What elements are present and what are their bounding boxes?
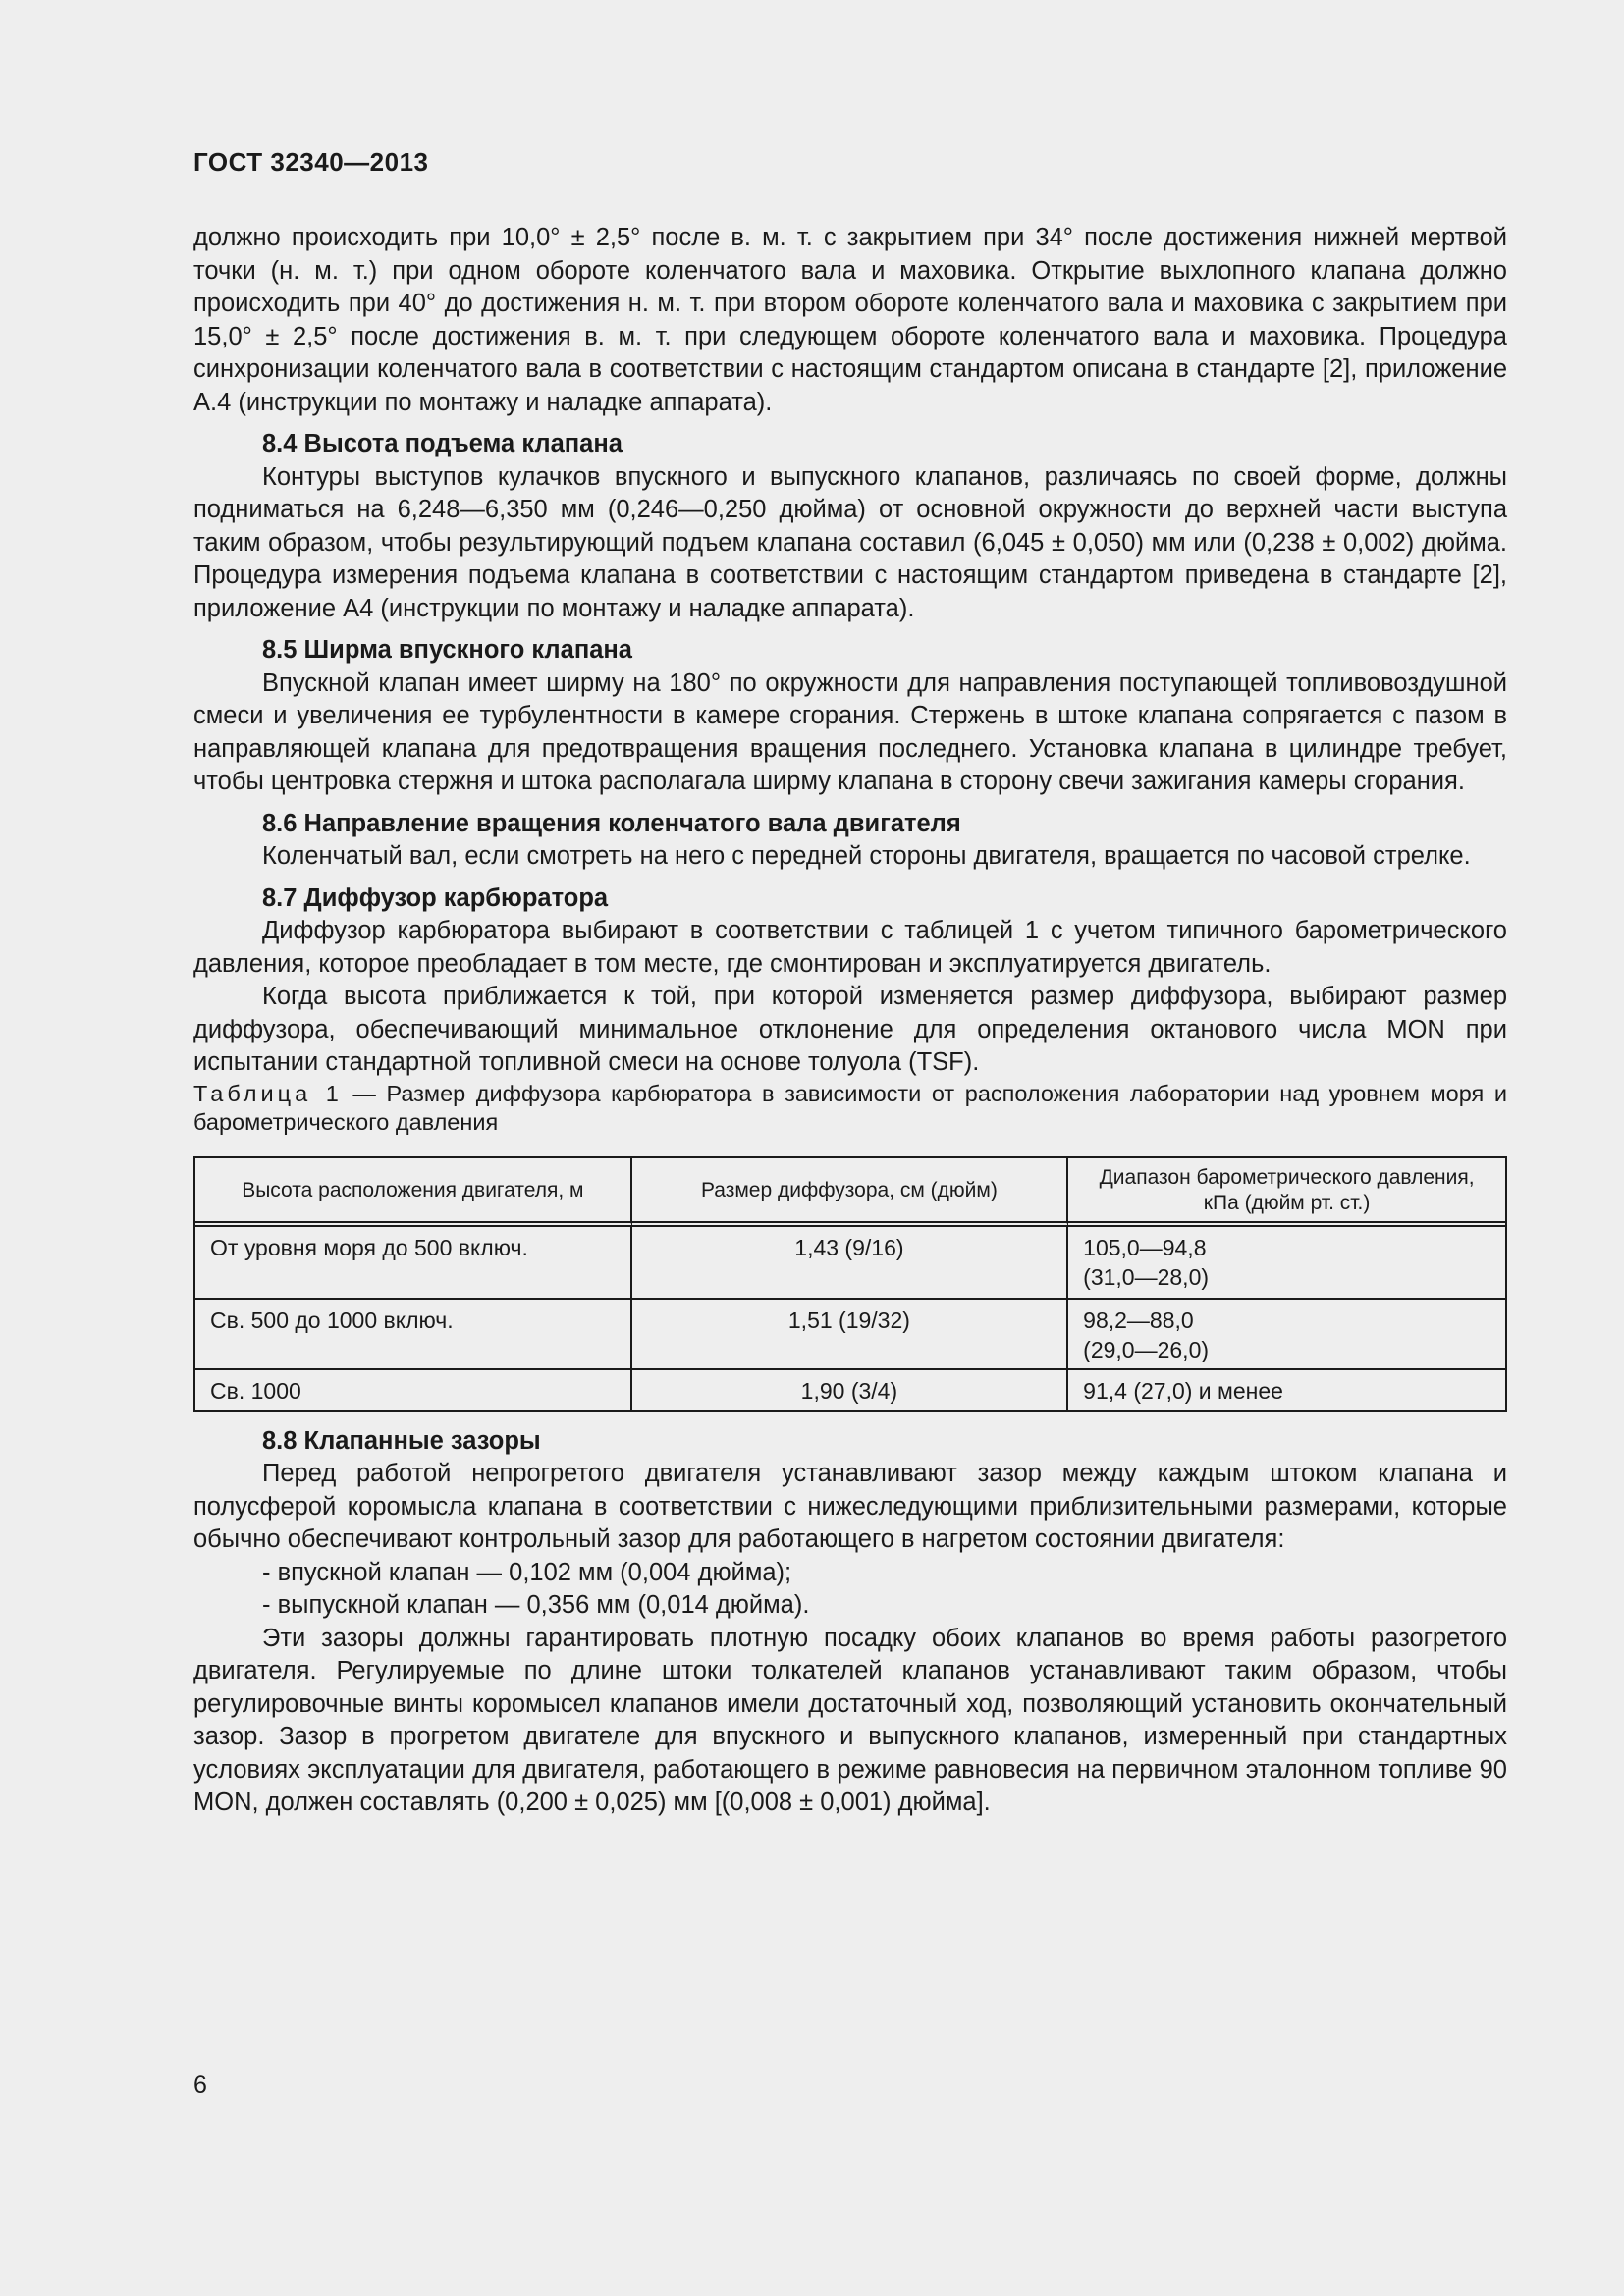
table-cell-altitude: От уровня моря до 500 включ. [195, 1227, 632, 1300]
section-8-8-heading: 8.8 Клапанные зазоры [262, 1426, 541, 1455]
table-row [195, 1370, 1505, 1410]
page-number: 6 [193, 2071, 207, 2099]
table-cell-size: 1,51 (19/32) [632, 1300, 1069, 1370]
table-cell-altitude: Св. 500 до 1000 включ. [195, 1300, 632, 1370]
table-cell-pressure [1068, 1227, 1505, 1300]
pressure-kpa: 98,2—88,0 [1083, 1307, 1194, 1333]
section-8-5-paragraph: Впускной клапан имеет ширму на 180° по окружности для направления поступающей топливовоздушной смеси и увеличения ее турбулентности в камере сгорания. Стержень в штоке клапана сопрягается с пазом в направляющей клапана для предотвращения вращения последнего. Установка клапана в цилиндре требует, чтобы центровка стержня и штока располагала ширму клапана в сторону свечи зажигания камеры сгорания. [193, 668, 1507, 795]
table-row [195, 1300, 1505, 1370]
section-8-4-heading: 8.4 Высота подъема клапана [262, 430, 623, 457]
intro-paragraph: должно происходить при 10,0° ± 2,5° после в. м. т. с закрытием при 34° после достижения нижней мертвой точки (н. м. т.) при одном обороте коленчатого вала и маховика. Открытие выхлопного клапана должно происходить при 40° до достижения н. м. т. при втором обороте коленчатого вала и маховика с закрытием при 15,0° ± 2,5° после достижения в. м. т. при следующем обороте коленчатого вала и маховика. Процедура синхронизации коленчатого вала в соответствии с настоящим стандартом описана в стандарте [2], приложение А.4 (инструкции по монтажу и наладке аппарата). [193, 224, 1507, 416]
table-cell-pressure [1068, 1370, 1505, 1410]
section-8-7-paragraph-2: Когда высота приближается к той, при которой изменяется размер диффузора, выбирают размер диффузора, обеспечивающий минимальное отклонение для определения октанового числа MON при испытании стандартной топливной смеси на основе толуола (TSF). [193, 983, 1507, 1076]
document-header-title: ГОСТ 32340—2013 [193, 147, 429, 177]
section-8-6-paragraph: Коленчатый вал, если смотреть на него с передней стороны двигателя, вращается по часовой стрелке. [262, 842, 1471, 870]
table-row [195, 1227, 1505, 1300]
section-8-8-paragraph-1: Перед работой непрогретого двигателя устанавливают зазор между каждым штоком клапана и полусферой коромысла клапана в соответствии с нижеследующими приблизительными размерами, которые обычно обеспечивают контрольный зазор для работающего в нагретом состоянии двигателя: [193, 1460, 1507, 1553]
table-1-caption [193, 1080, 1507, 1137]
table-cell-size: 1,43 (9/16) [632, 1227, 1069, 1300]
table-cell-size: 1,90 (3/4) [632, 1370, 1069, 1410]
table-1-caption-label: Таблица 1 [193, 1080, 343, 1106]
table-1-caption-text: — Размер диффузора карбюратора в зависимости от расположения лаборатории над уровнем моря и барометрического давления [193, 1080, 1507, 1135]
pressure-kpa: 105,0—94,8 [1083, 1234, 1207, 1260]
table-header-cell: Размер диффузора, см (дюйм) [632, 1158, 1069, 1227]
section-8-7-paragraph-1: Диффузор карбюратора выбирают в соответствии с таблицей 1 с учетом типичного барометрического давления, которое преобладает в том месте, где смонтирован и эксплуатируется двигатель. [193, 917, 1507, 978]
section-8-6-heading: 8.6 Направление вращения коленчатого вала двигателя [262, 809, 961, 837]
table-header-cell: Диапазон барометрического давления, кПа (дюйм рт. ст.) [1068, 1158, 1505, 1227]
list-item: - выпускной клапан — 0,356 мм (0,014 дюйма). [262, 1591, 810, 1619]
section-8-8-paragraph-2: Эти зазоры должны гарантировать плотную посадку обоих клапанов во время работы разогретого двигателя. Регулируемые по длине штоки толкателей клапанов устанавливают таким образом, чтобы регулировочные винты коромысел клапанов имели достаточный ход, позволяющий установить окончательный зазор. Зазор в прогретом двигателе для впускного и выпускного клапанов, измеренный при стандартных условиях эксплуатации для двигателя, работающего в режиме равновесия на первичном эталонном топливе 90 MON, должен составлять (0,200 ± 0,025) мм [(0,008 ± 0,001) дюйма]. [193, 1624, 1507, 1816]
pressure-inhg: (31,0—28,0) [1083, 1263, 1210, 1290]
table-header-cell: Высота расположения двигателя, м [195, 1158, 632, 1227]
section-8-7-heading: 8.7 Диффузор карбюратора [262, 883, 609, 912]
table-1 [193, 1156, 1507, 1412]
section-8-4-paragraph: Контуры выступов кулачков впускного и выпускного клапанов, различаясь по своей форме, должны подниматься на 6,248—6,350 мм (0,246—0,250 дюйма) от основной окружности до верхней части выступа таким образом, чтобы результирующий подъем клапана составил (6,045 ± 0,050) мм или (0,238 ± 0,002) дюйма. Процедура измерения подъема клапана в соответствии с настоящим стандартом приведена в стандарте [2], приложение А4 (инструкции по монтажу и наладке аппарата). [193, 462, 1507, 622]
table-header-row [195, 1158, 1505, 1227]
list-item: - впускной клапан — 0,102 мм (0,004 дюйма); [262, 1558, 792, 1586]
pressure-kpa: 91,4 (27,0) и менее [1083, 1377, 1283, 1404]
pressure-inhg: (29,0—26,0) [1083, 1336, 1210, 1362]
table-cell-pressure [1068, 1300, 1505, 1370]
document-body [193, 222, 1507, 1820]
section-8-5-heading: 8.5 Ширма впускного клапана [262, 636, 632, 664]
table-cell-altitude: Св. 1000 [195, 1370, 632, 1410]
